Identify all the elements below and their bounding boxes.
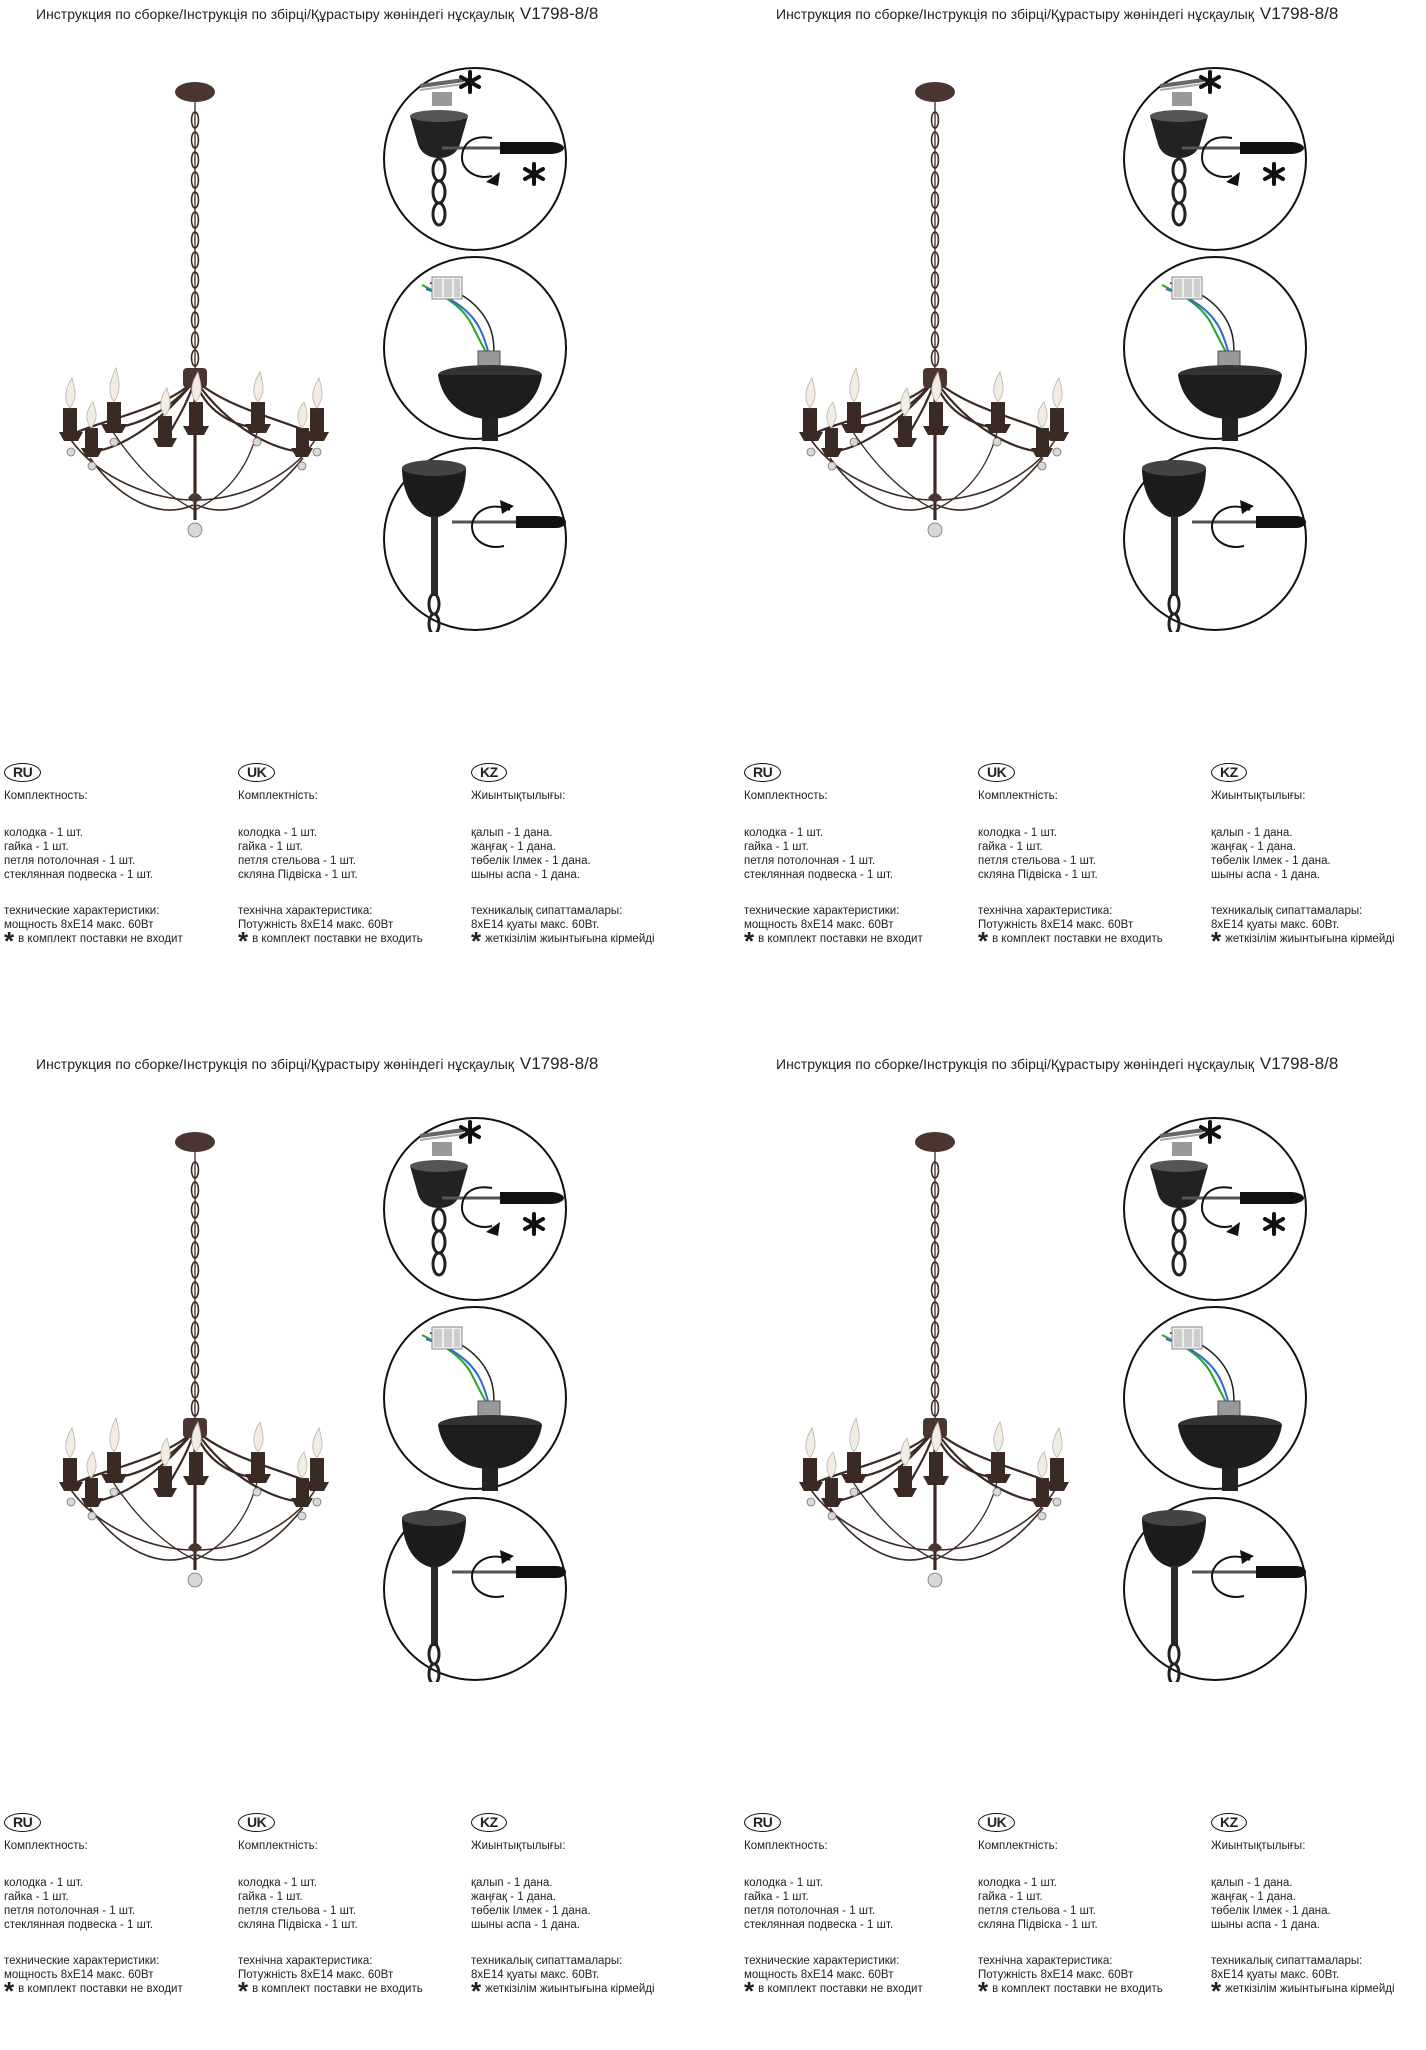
lang-badge-ru: RU xyxy=(4,763,41,782)
lang-badge-ru: RU xyxy=(4,1813,41,1832)
asterisk-icon: * xyxy=(1211,1976,1222,2006)
kit-item: колодка - 1 шт. xyxy=(238,1877,317,1889)
kit-item: қалып - 1 дана. xyxy=(1211,827,1293,839)
kit-item: жаңғақ - 1 дана. xyxy=(1211,841,1296,853)
kit-item: колодка - 1 шт. xyxy=(4,1877,83,1889)
asterisk-icon: * xyxy=(1211,926,1222,956)
asterisk-icon: * xyxy=(744,926,755,956)
kit-item: стеклянная подвеска - 1 шт. xyxy=(744,1919,894,1931)
kit-item: гайка - 1 шт. xyxy=(238,1891,303,1903)
page-title: Инструкция по сборке/Інструкція по збірці/Құрастыру жөніндегі нұсқаулық V1798-8/8 xyxy=(776,4,1339,23)
kit-item: гайка - 1 шт. xyxy=(744,841,809,853)
chandelier-image xyxy=(45,1130,345,1650)
step-3-fix-canopy-icon xyxy=(1122,1496,1308,1682)
lang-block-uk: UK Комплектність: колодка - 1 шт. гайка - 1 шт. петля стельова - 1 шт. скляна Підвіска - 1 шт. технічна характеристика: Потужність 8хЕ14 макс. 60Вт * в комплект поставки не входить xyxy=(978,1813,1208,1997)
step-1-mount-icon xyxy=(1122,66,1308,252)
lang-block-ru: RU Комплектность: колодка - 1 шт. гайка - 1 шт. петля потолочная - 1 шт. стеклянная подвеска - 1 шт. технические характеристики: мощность 8хЕ14 макс. 60Вт * в комплект поставки не входит xyxy=(744,763,974,947)
kit-item: петля потолочная - 1 шт. xyxy=(744,1905,876,1917)
kit-item: колодка - 1 шт. xyxy=(978,827,1057,839)
step-3-fix-canopy-icon xyxy=(1122,446,1308,632)
kit-item: шыны аспа - 1 дана. xyxy=(471,869,580,881)
step-2-wiring-icon xyxy=(1122,255,1308,441)
kit-item: скляна Підвіска - 1 шт. xyxy=(238,869,358,881)
lang-block-ru: RU Комплектность: колодка - 1 шт. гайка - 1 шт. петля потолочная - 1 шт. стеклянная подвеска - 1 шт. технические характеристики: мощность 8хЕ14 макс. 60Вт * в комплект поставки не входит xyxy=(744,1813,974,1997)
kit-item: гайка - 1 шт. xyxy=(4,841,69,853)
kit-item: колодка - 1 шт. xyxy=(238,827,317,839)
lang-badge-uk: UK xyxy=(238,1813,275,1832)
asterisk-icon: * xyxy=(238,1976,249,2006)
lang-badge-kz: KZ xyxy=(471,1813,507,1832)
step-3-fix-canopy-icon xyxy=(382,446,568,632)
asterisk-icon: * xyxy=(4,926,15,956)
kit-item: гайка - 1 шт. xyxy=(4,1891,69,1903)
kit-item: қалып - 1 дана. xyxy=(1211,1877,1293,1889)
lang-badge-ru: RU xyxy=(744,1813,781,1832)
asterisk-icon: * xyxy=(978,926,989,956)
instruction-panel-3 xyxy=(0,1050,713,2050)
kit-item: гайка - 1 шт. xyxy=(978,841,1043,853)
chandelier-image xyxy=(785,80,1085,600)
page-title: Инструкция по сборке/Інструкція по збірці/Құрастыру жөніндегі нұсқаулық V1798-8/8 xyxy=(776,1054,1339,1073)
kit-item: петля потолочная - 1 шт. xyxy=(4,1905,136,1917)
chandelier-image xyxy=(45,80,345,600)
instruction-panel-1 xyxy=(0,0,713,1000)
lang-badge-kz: KZ xyxy=(471,763,507,782)
kit-item: скляна Підвіска - 1 шт. xyxy=(978,1919,1098,1931)
kit-item: петля стельова - 1 шт. xyxy=(238,1905,356,1917)
lang-block-ru: RU Комплектность: колодка - 1 шт. гайка - 1 шт. петля потолочная - 1 шт. стеклянная подвеска - 1 шт. технические характеристики: мощность 8хЕ14 макс. 60Вт * в комплект поставки не входит xyxy=(4,1813,234,1997)
asterisk-icon: * xyxy=(238,926,249,956)
kit-item: петля потолочная - 1 шт. xyxy=(744,855,876,867)
kit-item: петля стельова - 1 шт. xyxy=(238,855,356,867)
chandelier-image xyxy=(785,1130,1085,1650)
lang-badge-kz: KZ xyxy=(1211,1813,1247,1832)
kit-item: колодка - 1 шт. xyxy=(744,827,823,839)
kit-item: петля потолочная - 1 шт. xyxy=(4,855,136,867)
kit-item: төбелік Ілмек - 1 дана. xyxy=(471,855,591,867)
kit-item: стеклянная подвеска - 1 шт. xyxy=(4,1919,154,1931)
kit-item: жаңғақ - 1 дана. xyxy=(1211,1891,1296,1903)
kit-item: қалып - 1 дана. xyxy=(471,1877,553,1889)
lang-block-uk: UK Комплектність: колодка - 1 шт. гайка - 1 шт. петля стельова - 1 шт. скляна Підвіска - 1 шт. технічна характеристика: Потужність 8хЕ14 макс. 60Вт * в комплект поставки не входить xyxy=(238,763,468,947)
instruction-panel-2 xyxy=(740,0,1426,1000)
kit-item: төбелік Ілмек - 1 дана. xyxy=(1211,855,1331,867)
lang-block-uk: UK Комплектність: колодка - 1 шт. гайка - 1 шт. петля стельова - 1 шт. скляна Підвіска - 1 шт. технічна характеристика: Потужність 8хЕ14 макс. 60Вт * в комплект поставки не входить xyxy=(238,1813,468,1997)
step-3-fix-canopy-icon xyxy=(382,1496,568,1682)
lang-block-ru: RU Комплектность: колодка - 1 шт. гайка - 1 шт. петля потолочная - 1 шт. стеклянная подвеска - 1 шт. технические характеристики: мощность 8хЕ14 макс. 60Вт * в комплект поставки не входит xyxy=(4,763,234,947)
kit-item: скляна Підвіска - 1 шт. xyxy=(238,1919,358,1931)
page-title: Инструкция по сборке/Інструкція по збірці/Құрастыру жөніндегі нұсқаулық V1798-8/8 xyxy=(36,1054,599,1073)
lang-badge-ru: RU xyxy=(744,763,781,782)
lang-badge-kz: KZ xyxy=(1211,763,1247,782)
kit-item: стеклянная подвеска - 1 шт. xyxy=(4,869,154,881)
kit-item: қалып - 1 дана. xyxy=(471,827,553,839)
asterisk-icon: * xyxy=(978,1976,989,2006)
kit-item: шыны аспа - 1 дана. xyxy=(1211,1919,1320,1931)
lang-badge-uk: UK xyxy=(978,1813,1015,1832)
step-1-mount-icon xyxy=(1122,1116,1308,1302)
kit-item: петля стельова - 1 шт. xyxy=(978,855,1096,867)
lang-block-kz: KZ Жиынтықтылығы: қалып - 1 дана. жаңғақ - 1 дана. төбелік Ілмек - 1 дана. шыны аспа - 1 дана. техникалық сипаттамалары: 8хЕ14 қуаты макс. 60Вт. * жеткізілім жиынтығына кірмейді xyxy=(471,763,701,947)
asterisk-icon: * xyxy=(744,1976,755,2006)
asterisk-icon: * xyxy=(471,1976,482,2006)
step-1-mount-icon xyxy=(382,1116,568,1302)
kit-item: петля стельова - 1 шт. xyxy=(978,1905,1096,1917)
instruction-panel-4 xyxy=(740,1050,1426,2050)
kit-item: төбелік Ілмек - 1 дана. xyxy=(1211,1905,1331,1917)
kit-item: колодка - 1 шт. xyxy=(978,1877,1057,1889)
step-2-wiring-icon xyxy=(382,255,568,441)
kit-item: жаңғақ - 1 дана. xyxy=(471,841,556,853)
kit-item: шыны аспа - 1 дана. xyxy=(471,1919,580,1931)
lang-block-kz: KZ Жиынтықтылығы: қалып - 1 дана. жаңғақ - 1 дана. төбелік Ілмек - 1 дана. шыны аспа - 1 дана. техникалық сипаттамалары: 8хЕ14 қуаты макс. 60Вт. * жеткізілім жиынтығына кірмейді xyxy=(1211,763,1426,947)
asterisk-icon: * xyxy=(471,926,482,956)
kit-item: жаңғақ - 1 дана. xyxy=(471,1891,556,1903)
kit-item: төбелік Ілмек - 1 дана. xyxy=(471,1905,591,1917)
lang-badge-uk: UK xyxy=(238,763,275,782)
step-2-wiring-icon xyxy=(1122,1305,1308,1491)
step-1-mount-icon xyxy=(382,66,568,252)
lang-block-kz: KZ Жиынтықтылығы: қалып - 1 дана. жаңғақ - 1 дана. төбелік Ілмек - 1 дана. шыны аспа - 1 дана. техникалық сипаттамалары: 8хЕ14 қуаты макс. 60Вт. * жеткізілім жиынтығына кірмейді xyxy=(1211,1813,1426,1997)
page-title: Инструкция по сборке/Інструкція по збірці/Құрастыру жөніндегі нұсқаулық V1798-8/8 xyxy=(36,4,599,23)
lang-block-uk: UK Комплектність: колодка - 1 шт. гайка - 1 шт. петля стельова - 1 шт. скляна Підвіска - 1 шт. технічна характеристика: Потужність 8хЕ14 макс. 60Вт * в комплект поставки не входить xyxy=(978,763,1208,947)
step-2-wiring-icon xyxy=(382,1305,568,1491)
lang-badge-uk: UK xyxy=(978,763,1015,782)
kit-item: колодка - 1 шт. xyxy=(4,827,83,839)
kit-item: шыны аспа - 1 дана. xyxy=(1211,869,1320,881)
asterisk-icon: * xyxy=(4,1976,15,2006)
kit-item: гайка - 1 шт. xyxy=(978,1891,1043,1903)
kit-item: гайка - 1 шт. xyxy=(238,841,303,853)
kit-item: стеклянная подвеска - 1 шт. xyxy=(744,869,894,881)
kit-item: колодка - 1 шт. xyxy=(744,1877,823,1889)
lang-block-kz: KZ Жиынтықтылығы: қалып - 1 дана. жаңғақ - 1 дана. төбелік Ілмек - 1 дана. шыны аспа - 1 дана. техникалық сипаттамалары: 8хЕ14 қуаты макс. 60Вт. * жеткізілім жиынтығына кірмейді xyxy=(471,1813,701,1997)
kit-item: скляна Підвіска - 1 шт. xyxy=(978,869,1098,881)
kit-item: гайка - 1 шт. xyxy=(744,1891,809,1903)
